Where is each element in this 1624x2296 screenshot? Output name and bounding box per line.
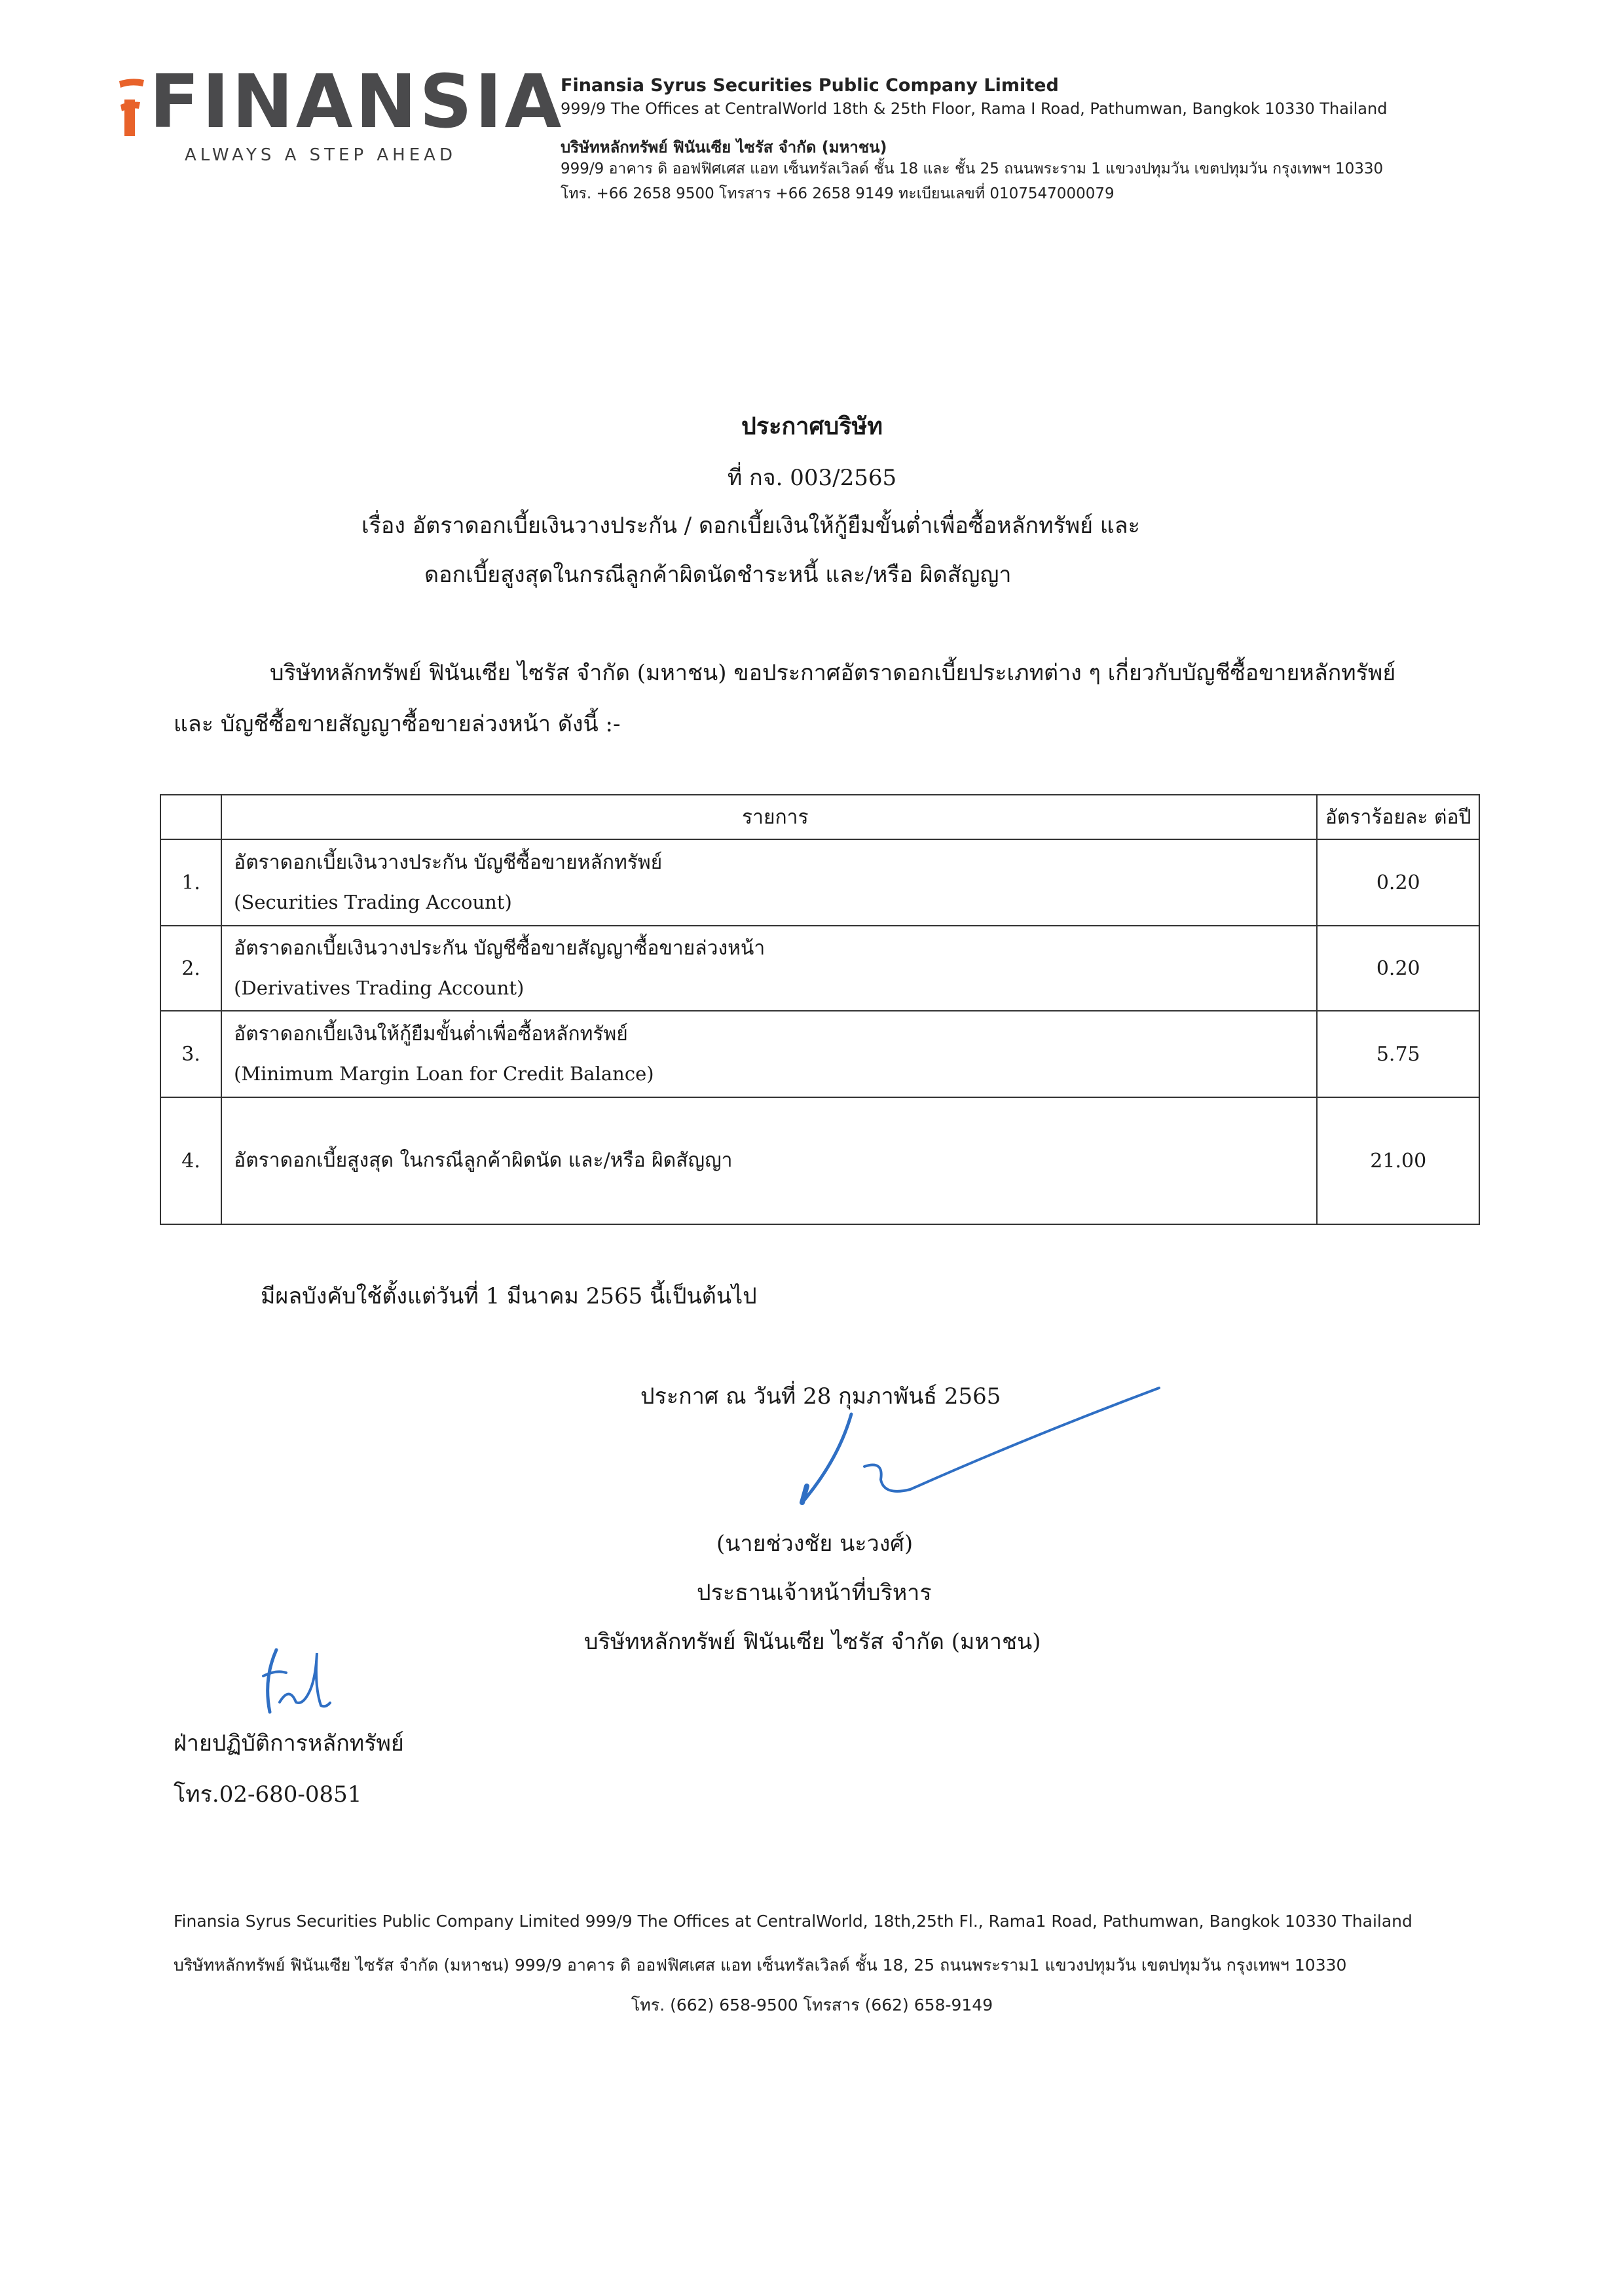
header-rate-cell: อัตราร้อยละ ต่อปี [1317,795,1479,839]
row-number: 4. [160,1097,221,1224]
row-rate: 0.20 [1317,926,1479,1011]
signature [753,1375,1172,1519]
announcement-ref: ที่ กจ. 003/2565 [727,465,897,491]
row-item [221,1097,1317,1224]
company-name-en: Finansia Syrus Securities Public Company Limited [561,75,1059,96]
signer-name: (นายช่วงชัย นะวงศ์) [716,1531,913,1557]
row-item [221,839,1317,926]
initials-signature [250,1640,342,1719]
signer-company: บริษัทหลักทรัพย์ ฟินันเซีย ไซรัส จำกัด (มหาชน) [584,1629,1041,1655]
footer-address-th: บริษัทหลักทรัพย์ ฟินันเซีย ไซรัส จำกัด (มหาชน) 999/9 อาคาร ดิ ออฟฟิศเศส แอท เซ็นทรัลเวิลด์ ชั้น 18, 25 ถนนพระราม1 แขวงปทุมวัน เขตปทุมวัน กรุงเทพฯ 10330 [174,1956,1347,1975]
row-number: 1. [160,839,221,926]
row-rate: 21.00 [1317,1097,1479,1224]
logo-tagline: ALWAYS A STEP AHEAD [185,145,456,165]
row-item-en: (Securities Trading Account) [234,891,512,913]
finansia-logo-mark [117,77,145,137]
subject-line-2: ดอกเบี้ยสูงสุดในกรณีลูกค้าผิดนัดชำระหนี้ และ/หรือ ผิดสัญญา [424,562,1012,588]
table-header-row [160,795,1479,839]
signer-position: ประธานเจ้าหน้าที่บริหาร [697,1580,932,1606]
row-item-th: อัตราดอกเบี้ยเงินวางประกัน บัญชีซื้อขายหลักทรัพย์ [234,851,663,874]
footer-contact: โทร. (662) 658-9500 โทรสาร (662) 658-9149 [631,1995,993,2014]
company-name-th: บริษัทหลักทรัพย์ ฟินันเซีย ไซรัส จำกัด (มหาชน) [561,138,887,156]
announcement-date: ประกาศ ณ วันที่ 28 กุมภาพันธ์ 2565 [640,1383,1001,1410]
company-address-en: 999/9 The Offices at CentralWorld 18th & 25th Floor, Rama I Road, Pathumwan, Bangkok 10330 Thailand [561,100,1388,118]
intro-line-1: บริษัทหลักทรัพย์ ฟินันเซีย ไซรัส จำกัด (มหาชน) ขอประกาศอัตราดอกเบี้ยประเภทต่าง ๆ เกี่ยวกับบัญชีซื้อขายหลักทรัพย์ [270,660,1396,686]
company-address-th: 999/9 อาคาร ดิ ออฟฟิศเศส แอท เซ็นทรัลเวิลด์ ชั้น 18 และ ชั้น 25 ถนนพระราม 1 แขวงปทุมวัน เขตปทุมวัน กรุงเทพฯ 10330 [561,160,1384,177]
row-number: 3. [160,1011,221,1097]
announcement-title: ประกาศบริษัท [741,412,883,440]
row-rate: 0.20 [1317,839,1479,926]
row-item-en: (Derivatives Trading Account) [234,977,525,999]
department-phone: โทร.02-680-0851 [174,1781,362,1808]
row-item [221,1011,1317,1097]
row-item-th: อัตราดอกเบี้ยเงินวางประกัน บัญชีซื้อขายสัญญาซื้อขายล่วงหน้า [234,937,766,960]
row-item [221,926,1317,1011]
table-row [160,1011,1479,1097]
department-name: ฝ่ายปฏิบัติการหลักทรัพย์ [174,1730,404,1757]
logo-wordmark: FINANSIA [149,60,564,145]
table-row [160,1097,1479,1224]
table-row [160,839,1479,926]
row-item-en: (Minimum Margin Loan for Credit Balance) [234,1063,654,1085]
intro-line-2: และ บัญชีซื้อขายสัญญาซื้อขายล่วงหน้า ดังนี้ :- [174,711,621,737]
header-item-cell: รายการ [221,795,1317,839]
subject-line-1: เรื่อง อัตราดอกเบี้ยเงินวางประกัน / ดอกเบี้ยเงินให้กู้ยืมขั้นต่ำเพื่อซื้อหลักทรัพย์ และ [361,513,1140,539]
interest-rate-table [160,794,1480,1225]
row-number: 2. [160,926,221,1011]
company-contact: โทร. +66 2658 9500 โทรสาร +66 2658 9149 ทะเบียนเลขที่ 0107547000079 [561,185,1115,202]
header-no-cell [160,795,221,839]
footer-address-en: Finansia Syrus Securities Public Company Limited 999/9 The Offices at CentralWorld, 18th,25th Fl., Rama1 Road, Pathumwan, Bangkok 10330 Thailand [174,1912,1412,1931]
row-item-th: อัตราดอกเบี้ยสูงสุด ในกรณีลูกค้าผิดนัด และ/หรือ ผิดสัญญา [234,1149,733,1172]
row-rate: 5.75 [1317,1011,1479,1097]
row-item-th: อัตราดอกเบี้ยเงินให้กู้ยืมขั้นต่ำเพื่อซื้อหลักทรัพย์ [234,1023,628,1046]
effective-date: มีผลบังคับใช้ตั้งแต่วันที่ 1 มีนาคม 2565 นี้เป็นต้นไป [261,1283,757,1309]
table-row [160,926,1479,1011]
